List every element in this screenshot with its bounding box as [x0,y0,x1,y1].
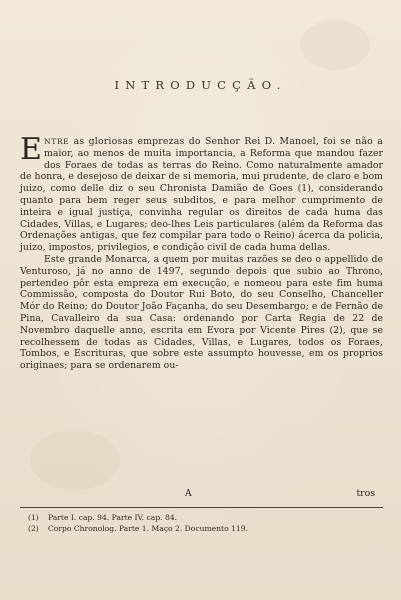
footnote [28,523,368,534]
footnotes [28,512,368,534]
paragraph-1-text: as gloriosas emprezas do Senhor Rei D. Manoel, foi se não a maior, ao menos de muita importancia, a Reforma que mandou fazer dos Foraes de todas as terras do Reino. Como naturalmente amador de honra, e desejoso de deixar de si memoria, mui prudente, de claro e bom juizo, como delle diz o seu Chronista Damião de Goes (1), considerando quanto para bem reger seus subditos, e para melhor cumprimento de inteira e igual justiça, convinha regular os direitos de cada huma das Cidades, Villas, e Lugares; deo-lhes Leis particulares (além da Reforma das Ordenações antigas, que fez compilar para todo o Reino) ácerca da policia, juizo, impostos, privilegios, e condição civil de cada huma dellas. [20,136,383,254]
body-text [20,132,383,372]
drop-cap: E [20,132,42,167]
paper-stain [300,20,370,70]
paragraph-2: Este grande Monarca, a quem por muitas razões se deo o appellido de Venturoso, já no anno de 1497, segundo depois que subio ao Throno, pertendeo pôr esta empreza em execução, e nomeou para este fim huma Commissão, composta do Doutor Rui Boto, do seu Conselho, Chanceller Mór do Reino; do Doutor João Façanha, do seu Desembargo; e de Fernão de Pina, Cavalleiro da sua Casa: ordenando por Carta Regia de 22 de Novembro daquelle anno, escrita em Evora por Vicente Pires (2), que se recolhessem de todas as Cidades, Villas, e Lugares, todos os Foraes, Tombos, e Escrituras, que sobre este assumpto houvesse, em os proprios originaes; para se ordenarem ou- [20,253,383,372]
page-title: INTRODUCÇÃO. [114,78,287,92]
paragraph-1 [20,132,383,254]
footnote-number: (1) [28,513,39,522]
catch-line [20,488,383,500]
footnote-text: Corpo Chronolog. Parte 1. Maço 2. Documento 119. [48,524,248,533]
opening-small-caps: NTRE [43,137,70,146]
footnote [28,512,368,523]
footnote-text: Parte I. cap. 94. Parte IV. cap. 84. [48,513,178,522]
signature-mark: A [185,488,192,499]
catchword: tros [356,488,375,499]
footnote-number: (2) [28,524,39,533]
footnote-rule [20,507,383,508]
paper-stain [30,430,120,490]
